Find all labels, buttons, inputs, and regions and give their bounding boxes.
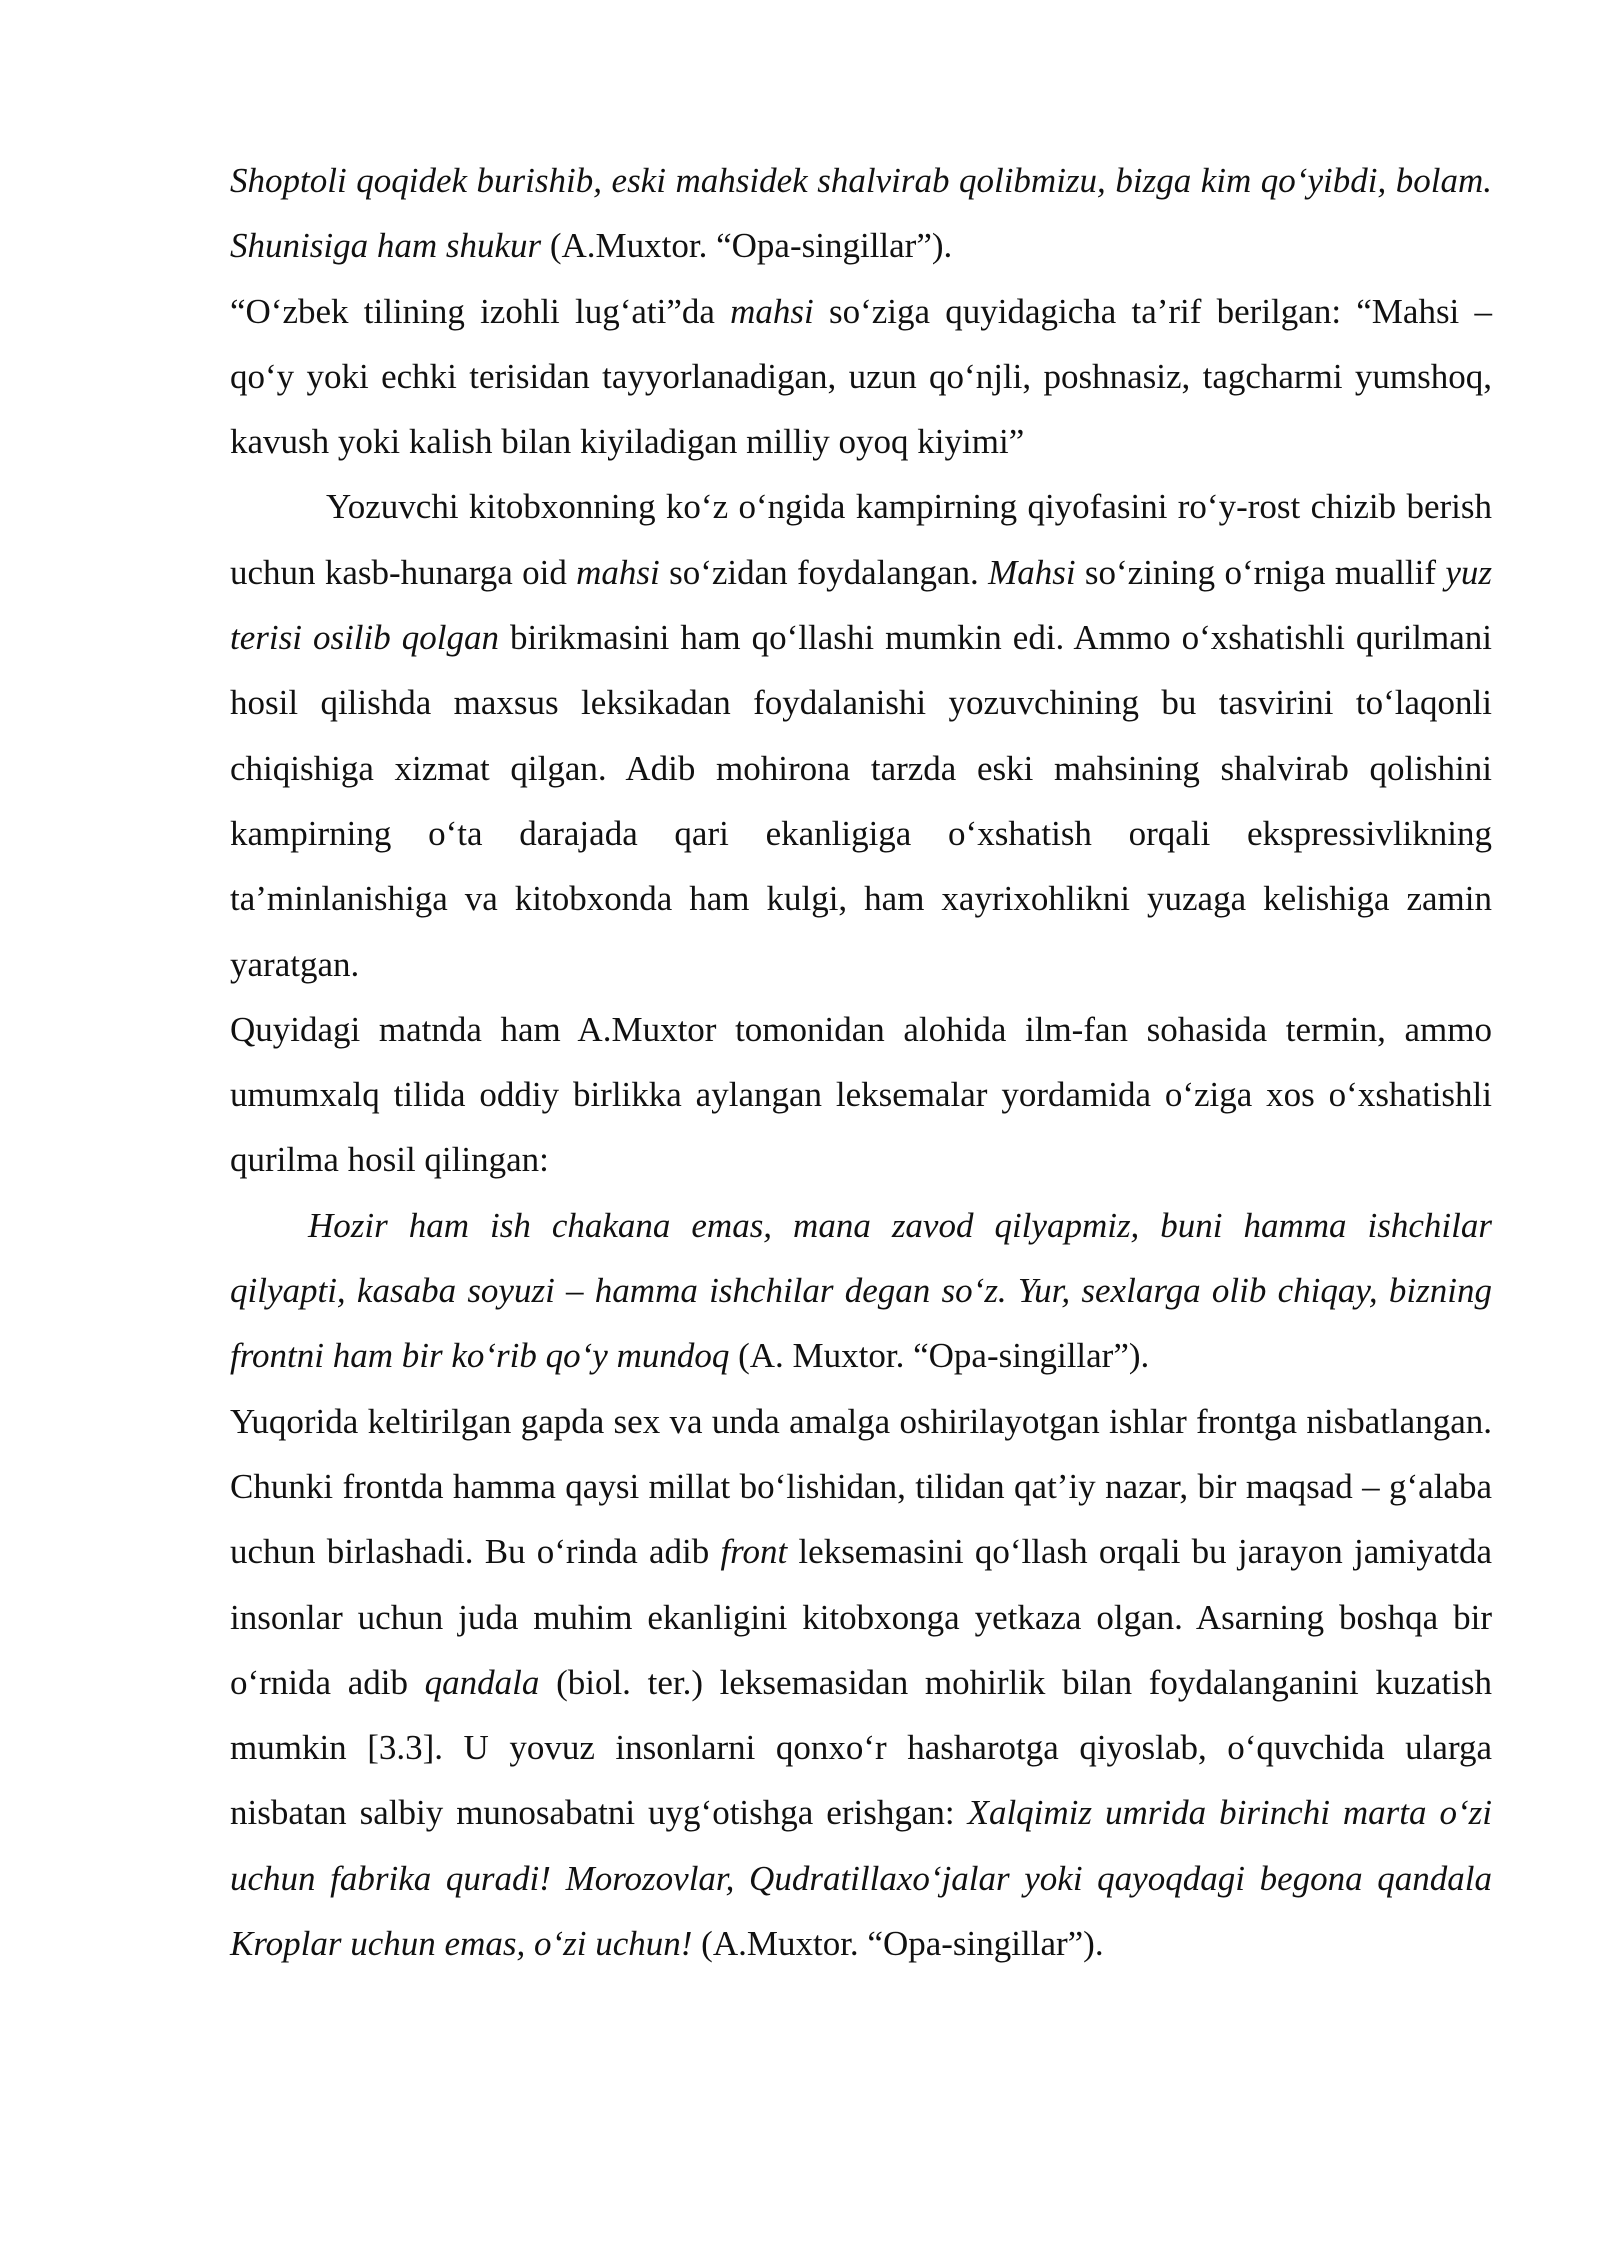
body-text: so‘ziga quyidagicha ta’rif berilgan: “Mahsi – qo‘y yoki echki terisidan tayyorlanadigan, uzun qo‘njli, poshnasiz, tagcharmi yumshoq, kavush yoki kalish bilan kiyiladigan milliy oyoq kiyimi” <box>230 291 1492 462</box>
body-text: (biol. ter.) leksemasidan mohirlik bilan foydalanganini kuzatish mumkin [3.3]. U yovuz insonlarni qonxo‘r hasharotga qiyoslab, o‘quvchida ularga nisbatan salbiy munosabatni uyg‘otishga erishgan: <box>230 1662 1492 1833</box>
body-text: leksemasini qo‘llash orqali bu jarayon jamiyatda insonlar uchun juda muhim ekanligini kitobxonga yetkaza olgan. Asarning boshqa bir o‘rnida adib <box>230 1532 1492 1702</box>
body-text: Yozuvchi kitobxonning ko‘z o‘ngida kampirning qiyofasini ro‘y-rost chizib berish uchun kasb-hunarga oid <box>230 487 1492 592</box>
italic-text: mahsi <box>730 291 814 331</box>
italic-text: Xalqimiz umrida birinchi marta o‘zi uchun fabrika quradi! Morozovlar, Qudratillaxo‘jalar yoki qayoqdagi begona qandala Kroplar uchun emas, o‘zi uchun! <box>230 1793 1492 1964</box>
body-text: Quyidagi matnda ham A.Muxtor tomonidan alohida ilm-fan sohasida termin, ammo umumxalq tilida oddiy birlikka aylangan leksemalar yordamida o‘ziga xos o‘xshatishli qurilma hosil qilingan: <box>230 1009 1492 1180</box>
body-text: so‘zining o‘rniga muallif <box>1075 552 1446 592</box>
body-text: (A.Muxtor. “Opa-singillar”). <box>541 226 953 266</box>
italic-text: Hozir ham ish chakana emas, mana zavod qilyapmiz, buni hamma ishchilar qilyapti, kasaba soyuzi – hamma ishchilar degan so‘z. Yur, sexlarga olib chiqay, bizning frontni ham bir ko‘rib qo‘y mundoq <box>230 1205 1492 1376</box>
italic-text: front <box>720 1532 788 1572</box>
italic-text: mahsi <box>576 552 660 592</box>
paragraph-p5 <box>230 1193 1492 1389</box>
italic-text: qandala <box>424 1662 540 1702</box>
body-text: so‘zidan foydalangan. <box>659 552 989 592</box>
italic-text: yuz terisi osilib qolgan <box>230 552 1492 658</box>
paragraph-p2 <box>230 279 1492 475</box>
italic-text: Mahsi <box>988 552 1076 592</box>
paragraph-p3 <box>230 474 1492 996</box>
body-text: birikmasini ham qo‘llashi mumkin edi. Ammo o‘xshatishli qurilmani hosil qilishda maxsus leksikadan foydalanishi yozuvchining bu tasvirini to‘laqonli chiqishiga xizmat qilgan. Adib mohirona tarzda eski mahsining shalvirab qolishini kampirning o‘ta darajada qari ekanligiga o‘xshatish orqali ekspressivlikning ta’minlanishiga va kitobxonda ham kulgi, ham xayrixohlikni yuzaga kelishiga zamin yaratgan. <box>230 618 1493 984</box>
paragraph-p1 <box>230 148 1492 279</box>
body-text: “O‘zbek tilining izohli lug‘ati”da <box>230 291 731 331</box>
italic-text: Shoptoli qoqidek burishib, eski mahsidek shalvirab qolibmizu, bizga kim qo‘yibdi, bolam. Shunisiga ham shukur <box>230 161 1492 266</box>
body-text: (A. Muxtor. “Opa-singillar”). <box>729 1336 1150 1376</box>
paragraph-p6 <box>230 1389 1492 1977</box>
document-body <box>230 148 1492 1976</box>
paragraph-p4 <box>230 997 1492 1193</box>
body-text: (A.Muxtor. “Opa-singillar”). <box>692 1924 1104 1964</box>
body-text: Yuqorida keltirilgan gapda sex va unda amalga oshirilayotgan ishlar frontga nisbatlangan. Chunki frontda hamma qaysi millat bo‘lishidan, tilidan qat’iy nazar, bir maqsad – g‘alaba uchun birlashadi. Bu o‘rinda adib <box>230 1401 1492 1572</box>
